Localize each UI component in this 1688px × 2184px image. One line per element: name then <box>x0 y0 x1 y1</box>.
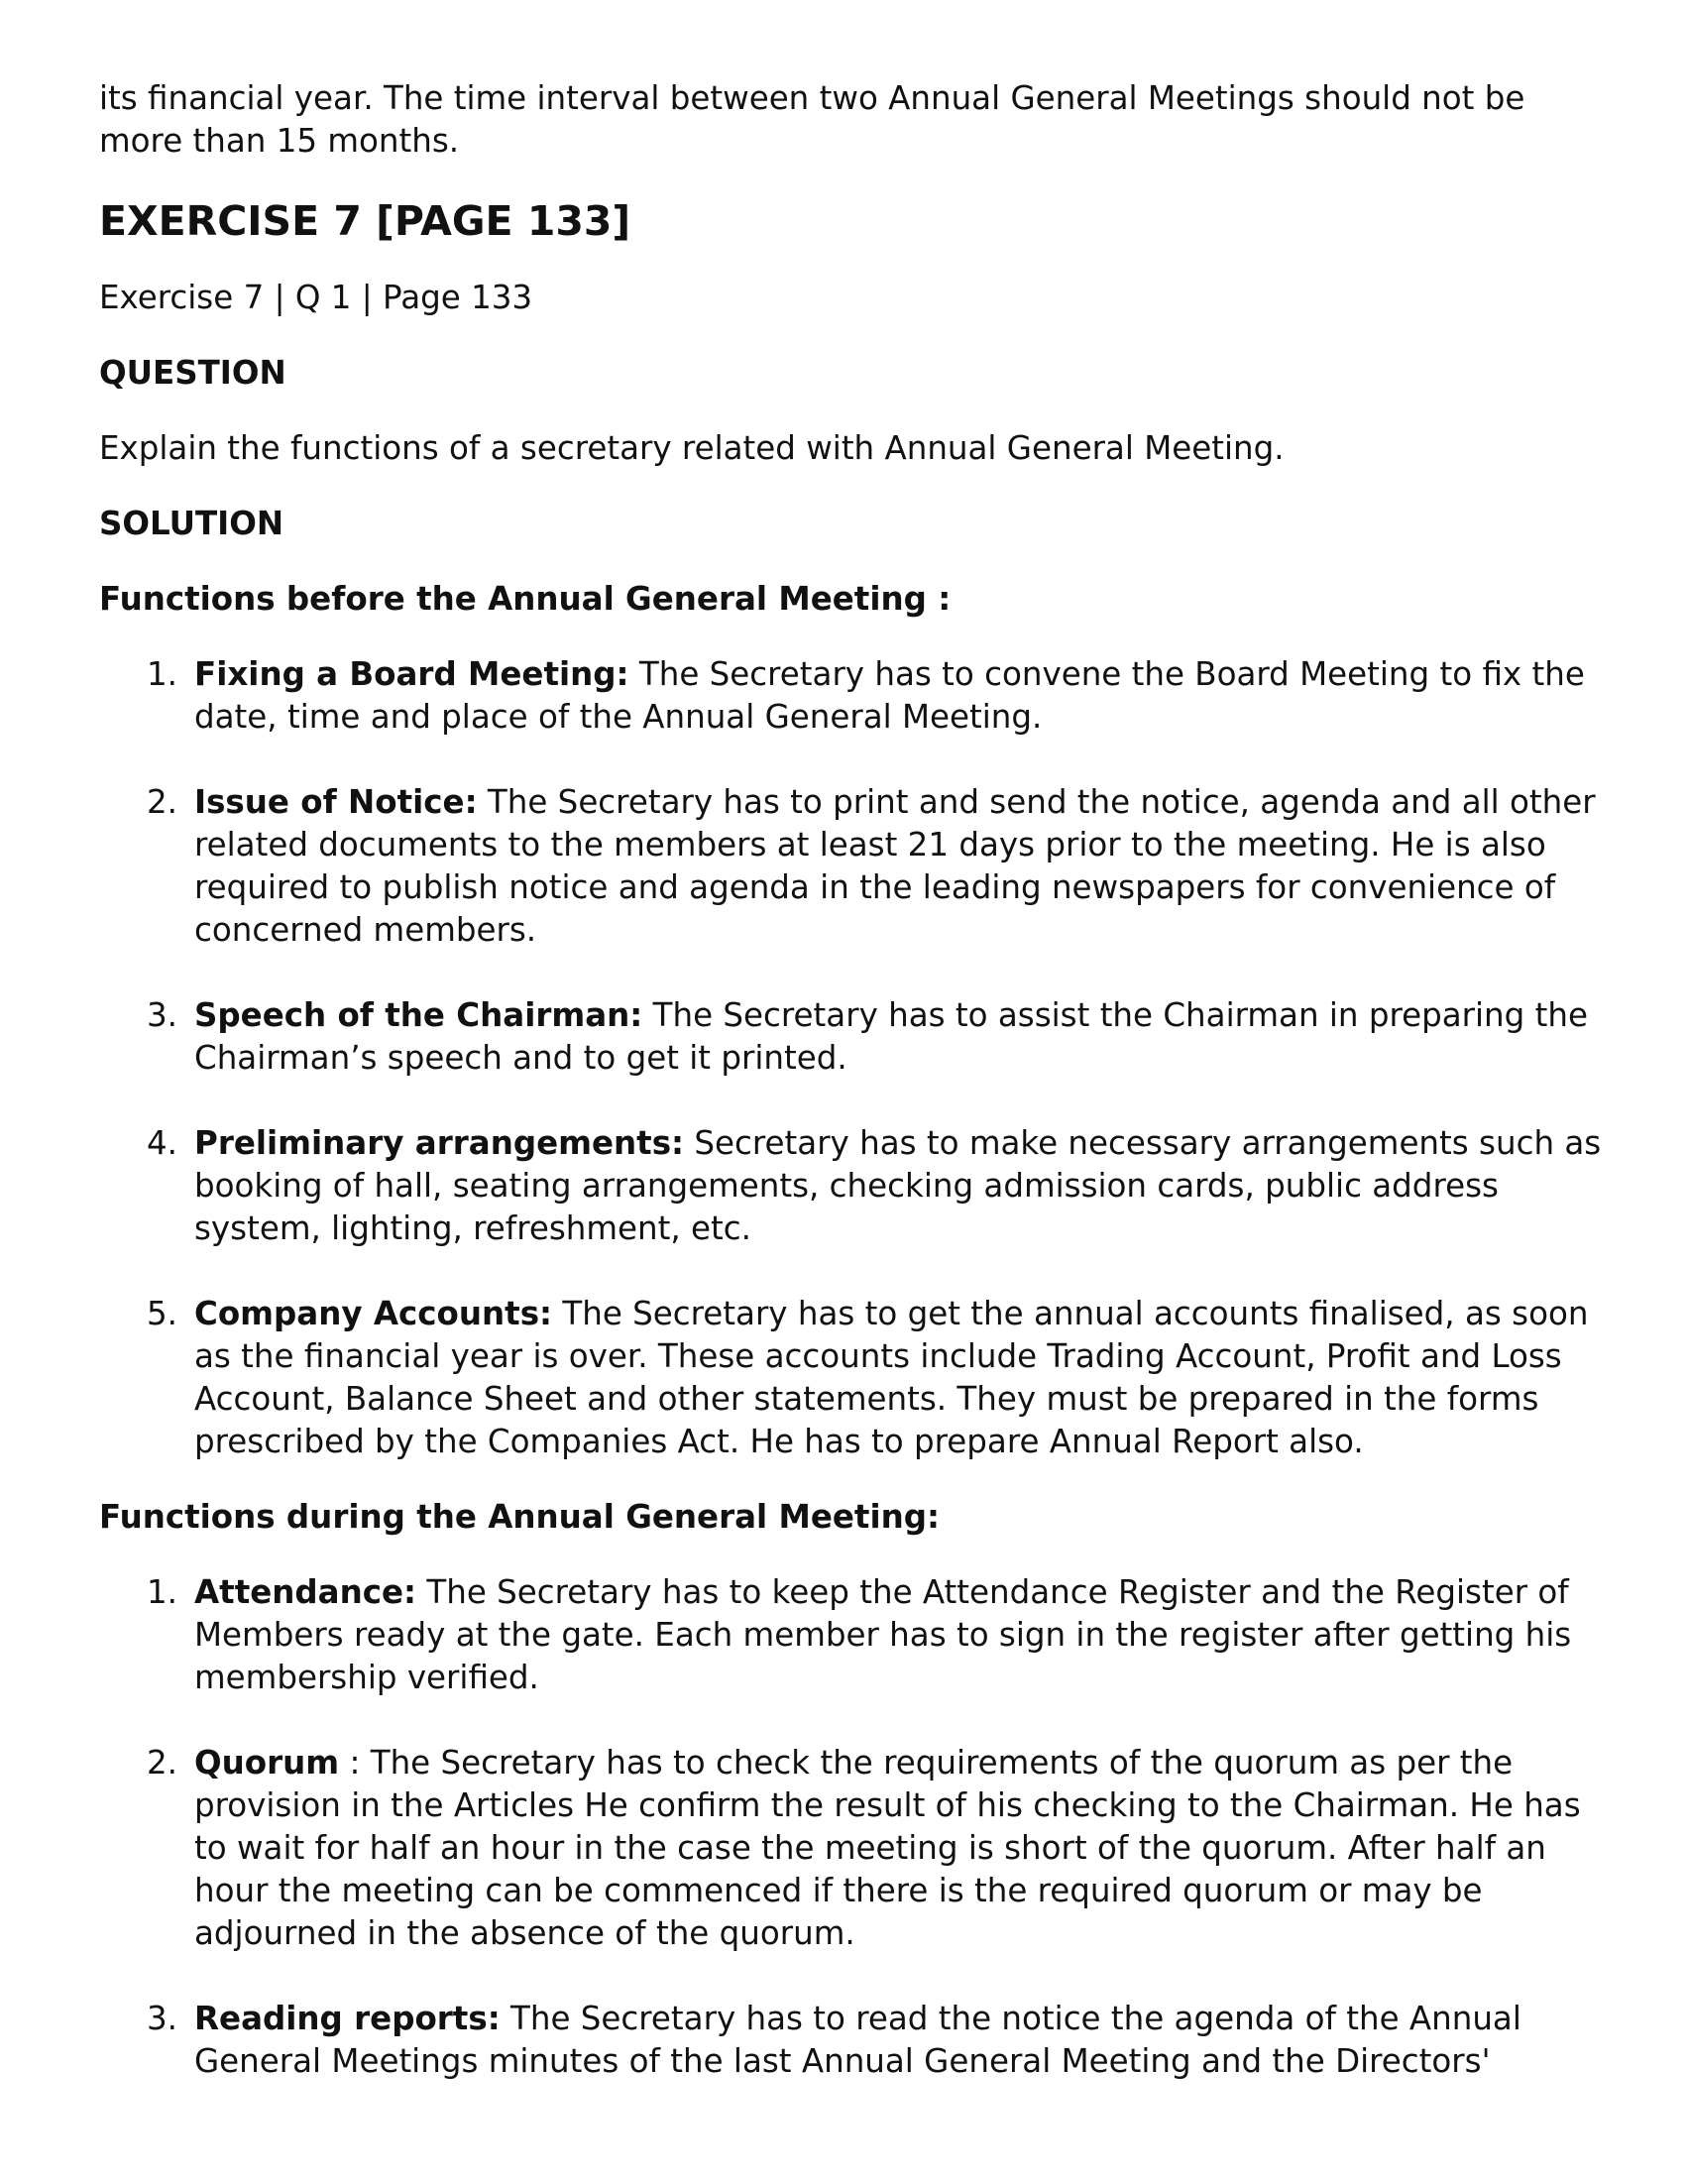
list-item-term: Fixing a Board Meeting: <box>194 655 629 693</box>
before-meeting-heading: Functions before the Annual General Meeting : <box>99 580 952 618</box>
list-item-text: The Secretary has to read the notice the agenda of the Annual General Meetings minutes of the last Annual General Meeting and the Directors' <box>194 2000 1521 2080</box>
list-item-text: The Secretary has to convene the Board Meeting to fix the date, time and place of the Annual General Meeting. <box>194 655 1585 736</box>
exercise-reference: Exercise 7 | Q 1 | Page 133 <box>99 279 533 316</box>
list-item-term: Speech of the Chairman: <box>194 996 643 1034</box>
list-item-number: 4. <box>147 1124 178 1162</box>
list-item-number: 5. <box>147 1295 178 1332</box>
list-item-text: The Secretary has to assist the Chairman in preparing the Chairman’s speech and to get it printed. <box>194 996 1588 1077</box>
list-item <box>99 994 1606 1080</box>
list-item <box>99 1122 1606 1250</box>
list-item-text: The Secretary has to get the annual accounts finalised, as soon as the financial year is over. These accounts include Trading Account, Profit and Loss Account, Balance Sheet and other statements. They must be prepared in the forms prescribed by the Companies Act. He has to prepare Annual Report also. <box>194 1295 1589 1460</box>
list-item-number: 3. <box>147 2000 178 2037</box>
document-page <box>99 77 1606 2083</box>
question-label: QUESTION <box>99 354 286 392</box>
before-meeting-list <box>99 653 1606 1463</box>
list-item-text: The Secretary has to print and send the notice, agenda and all other related documents to the members at least 21 days prior to the meeting. He is also required to publish notice and agenda in the leading newspapers for convenience of concerned members. <box>194 783 1596 949</box>
list-item <box>99 653 1606 739</box>
list-item-term: Reading reports: <box>194 2000 501 2037</box>
list-item-number: 2. <box>147 783 178 821</box>
list-item <box>99 1293 1606 1463</box>
list-item-term: Quorum <box>194 1744 340 1782</box>
list-item-term: Company Accounts: <box>194 1295 553 1332</box>
solution-label: SOLUTION <box>99 505 284 542</box>
list-item-term: Attendance: <box>194 1573 417 1611</box>
list-item <box>99 1742 1606 1955</box>
list-item-number: 2. <box>147 1744 178 1782</box>
list-item-text: Secretary has to make necessary arrangements such as booking of hall, seating arrangements, checking admission cards, public address system, lighting, refreshment, etc. <box>194 1124 1602 1247</box>
list-item-number: 1. <box>147 1573 178 1611</box>
list-item <box>99 1571 1606 1699</box>
during-meeting-heading: Functions during the Annual General Meeting: <box>99 1498 940 1536</box>
list-item <box>99 781 1606 952</box>
intro-paragraph: its financial year. The time interval between two Annual General Meetings should not be more than 15 months. <box>99 79 1525 160</box>
list-item-text: The Secretary has to keep the Attendance Register and the Register of Members ready at the gate. Each member has to sign in the register after getting his membership verified. <box>194 1573 1572 1696</box>
list-item-term: Issue of Notice: <box>194 783 478 821</box>
list-item <box>99 1998 1606 2083</box>
list-item-number: 3. <box>147 996 178 1034</box>
during-meeting-list <box>99 1571 1606 2083</box>
list-item-number: 1. <box>147 655 178 693</box>
list-item-text: : The Secretary has to check the requirements of the quorum as per the provision in the Articles He confirm the result of his checking to the Chairman. He has to wait for half an hour in the case the meeting is short of the quorum. After half an hour the meeting can be commenced if there is the required quorum or may be adjourned in the absence of the quorum. <box>194 1744 1581 1952</box>
list-item-term: Preliminary arrangements: <box>194 1124 685 1162</box>
exercise-heading: EXERCISE 7 [PAGE 133] <box>99 197 631 245</box>
question-text: Explain the functions of a secretary related with Annual General Meeting. <box>99 429 1285 467</box>
